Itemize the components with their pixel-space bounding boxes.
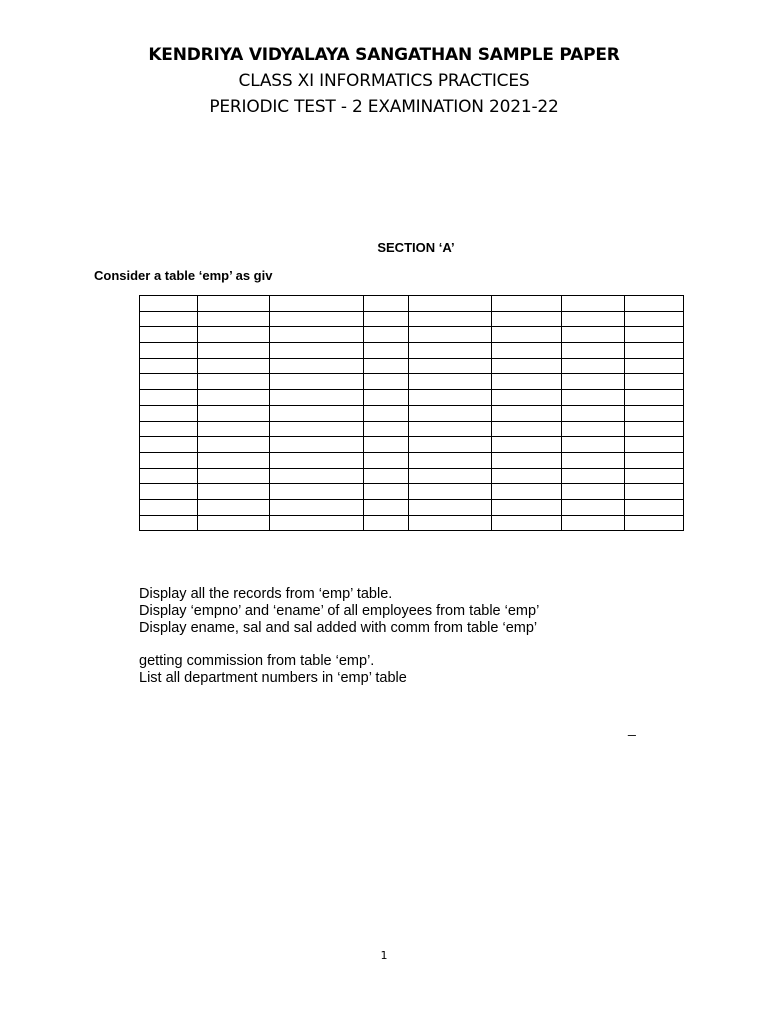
table-cell — [140, 452, 198, 468]
table-cell — [270, 390, 364, 406]
question-2: Display ‘empno’ and ‘ename’ of all employees from table ‘emp’ — [139, 603, 540, 619]
table-cell — [492, 452, 562, 468]
table-cell — [270, 468, 364, 484]
table-cell — [625, 484, 684, 500]
table-cell — [198, 405, 270, 421]
table-cell — [198, 452, 270, 468]
table-cell — [562, 515, 625, 531]
table-cell — [198, 358, 270, 374]
table-cell — [409, 421, 492, 437]
table-cell — [198, 374, 270, 390]
table-cell — [562, 421, 625, 437]
table-cell — [140, 327, 198, 343]
table-cell — [364, 468, 409, 484]
question-3: Display ename, sal and sal added with comm from table ‘emp’ — [139, 620, 538, 636]
table-cell — [625, 311, 684, 327]
table-cell — [625, 358, 684, 374]
table-row — [140, 452, 684, 468]
table-cell — [364, 327, 409, 343]
table-cell — [492, 405, 562, 421]
table-cell — [492, 374, 562, 390]
table-cell — [562, 499, 625, 515]
table-cell — [364, 358, 409, 374]
table-cell — [562, 468, 625, 484]
table-row — [140, 311, 684, 327]
table-cell — [364, 390, 409, 406]
table-row — [140, 343, 684, 359]
question-5: List all department numbers in ‘emp’ table — [139, 670, 407, 686]
table-cell — [492, 484, 562, 500]
table-cell — [364, 437, 409, 453]
table-cell — [198, 296, 270, 312]
section-heading: SECTION ‘A’ — [377, 240, 455, 255]
table-cell — [409, 468, 492, 484]
table-cell — [492, 343, 562, 359]
table-cell — [625, 343, 684, 359]
table-cell — [409, 437, 492, 453]
table-cell — [409, 390, 492, 406]
table-cell — [625, 374, 684, 390]
table-cell — [140, 311, 198, 327]
table-cell — [198, 515, 270, 531]
table-cell — [198, 421, 270, 437]
table-cell — [409, 374, 492, 390]
table-cell — [562, 374, 625, 390]
table-cell — [198, 327, 270, 343]
table-cell — [562, 343, 625, 359]
table-cell — [140, 358, 198, 374]
table-cell — [492, 515, 562, 531]
table-cell — [364, 484, 409, 500]
table-cell — [270, 452, 364, 468]
table-cell — [140, 296, 198, 312]
table-cell — [409, 499, 492, 515]
table-cell — [625, 468, 684, 484]
table-cell — [198, 311, 270, 327]
exam-line: PERIODIC TEST - 2 EXAMINATION 2021-22 — [209, 97, 559, 117]
table-cell — [562, 484, 625, 500]
class-subject-line: CLASS XI INFORMATICS PRACTICES — [238, 71, 530, 91]
emp-table — [139, 295, 684, 531]
table-cell — [198, 499, 270, 515]
table-cell — [198, 343, 270, 359]
table-cell — [198, 437, 270, 453]
table-cell — [409, 311, 492, 327]
table-cell — [625, 421, 684, 437]
table-cell — [562, 327, 625, 343]
table-cell — [270, 405, 364, 421]
table-intro-text: Consider a table ‘emp’ as giv — [94, 268, 273, 283]
table-cell — [140, 390, 198, 406]
table-cell — [198, 390, 270, 406]
table-cell — [364, 311, 409, 327]
table-row — [140, 358, 684, 374]
table-row — [140, 405, 684, 421]
table-row — [140, 515, 684, 531]
table-row — [140, 374, 684, 390]
table-cell — [409, 452, 492, 468]
table-cell — [562, 358, 625, 374]
paper-title: KENDRIYA VIDYALAYA SANGATHAN SAMPLE PAPER — [148, 45, 620, 65]
question-1: Display all the records from ‘emp’ table. — [139, 586, 393, 602]
table-cell — [198, 468, 270, 484]
table-row — [140, 296, 684, 312]
table-cell — [364, 374, 409, 390]
table-cell — [409, 296, 492, 312]
table-cell — [562, 437, 625, 453]
table-cell — [270, 437, 364, 453]
table-cell — [625, 327, 684, 343]
table-cell — [562, 452, 625, 468]
table-cell — [140, 437, 198, 453]
table-cell — [140, 343, 198, 359]
table-row — [140, 327, 684, 343]
table-cell — [625, 452, 684, 468]
table-cell — [364, 515, 409, 531]
question-4: getting commission from table ‘emp’. — [139, 653, 375, 669]
table-cell — [562, 405, 625, 421]
table-row — [140, 484, 684, 500]
table-cell — [270, 311, 364, 327]
table-cell — [364, 452, 409, 468]
table-row — [140, 437, 684, 453]
dash-mark: _ — [628, 720, 636, 736]
table-cell — [409, 358, 492, 374]
table-cell — [270, 327, 364, 343]
table-cell — [625, 405, 684, 421]
table-cell — [270, 296, 364, 312]
table-cell — [270, 499, 364, 515]
table-cell — [492, 421, 562, 437]
table-cell — [140, 468, 198, 484]
table-cell — [270, 374, 364, 390]
table-cell — [562, 296, 625, 312]
page-number: 1 — [380, 949, 388, 962]
table-cell — [409, 405, 492, 421]
table-cell — [270, 484, 364, 500]
table-cell — [562, 390, 625, 406]
table-cell — [492, 390, 562, 406]
table-cell — [270, 358, 364, 374]
table-row — [140, 499, 684, 515]
table-cell — [140, 484, 198, 500]
table-cell — [409, 343, 492, 359]
table-cell — [409, 327, 492, 343]
table-cell — [364, 296, 409, 312]
table-cell — [198, 484, 270, 500]
table-cell — [140, 499, 198, 515]
table-cell — [492, 311, 562, 327]
table-cell — [140, 515, 198, 531]
table-cell — [492, 296, 562, 312]
table-cell — [364, 499, 409, 515]
table-cell — [492, 327, 562, 343]
table-row — [140, 468, 684, 484]
table-cell — [492, 468, 562, 484]
table-cell — [364, 421, 409, 437]
table-cell — [625, 499, 684, 515]
table-cell — [625, 515, 684, 531]
table-cell — [364, 343, 409, 359]
table-cell — [270, 421, 364, 437]
table-cell — [492, 437, 562, 453]
table-cell — [625, 296, 684, 312]
table-cell — [140, 421, 198, 437]
table-cell — [140, 405, 198, 421]
table-cell — [270, 343, 364, 359]
table-cell — [492, 358, 562, 374]
table-cell — [492, 499, 562, 515]
table-cell — [562, 311, 625, 327]
table-cell — [140, 374, 198, 390]
table-row — [140, 390, 684, 406]
table-cell — [625, 390, 684, 406]
table-cell — [625, 437, 684, 453]
table-row — [140, 421, 684, 437]
table-cell — [409, 515, 492, 531]
table-cell — [364, 405, 409, 421]
table-cell — [270, 515, 364, 531]
table-cell — [409, 484, 492, 500]
